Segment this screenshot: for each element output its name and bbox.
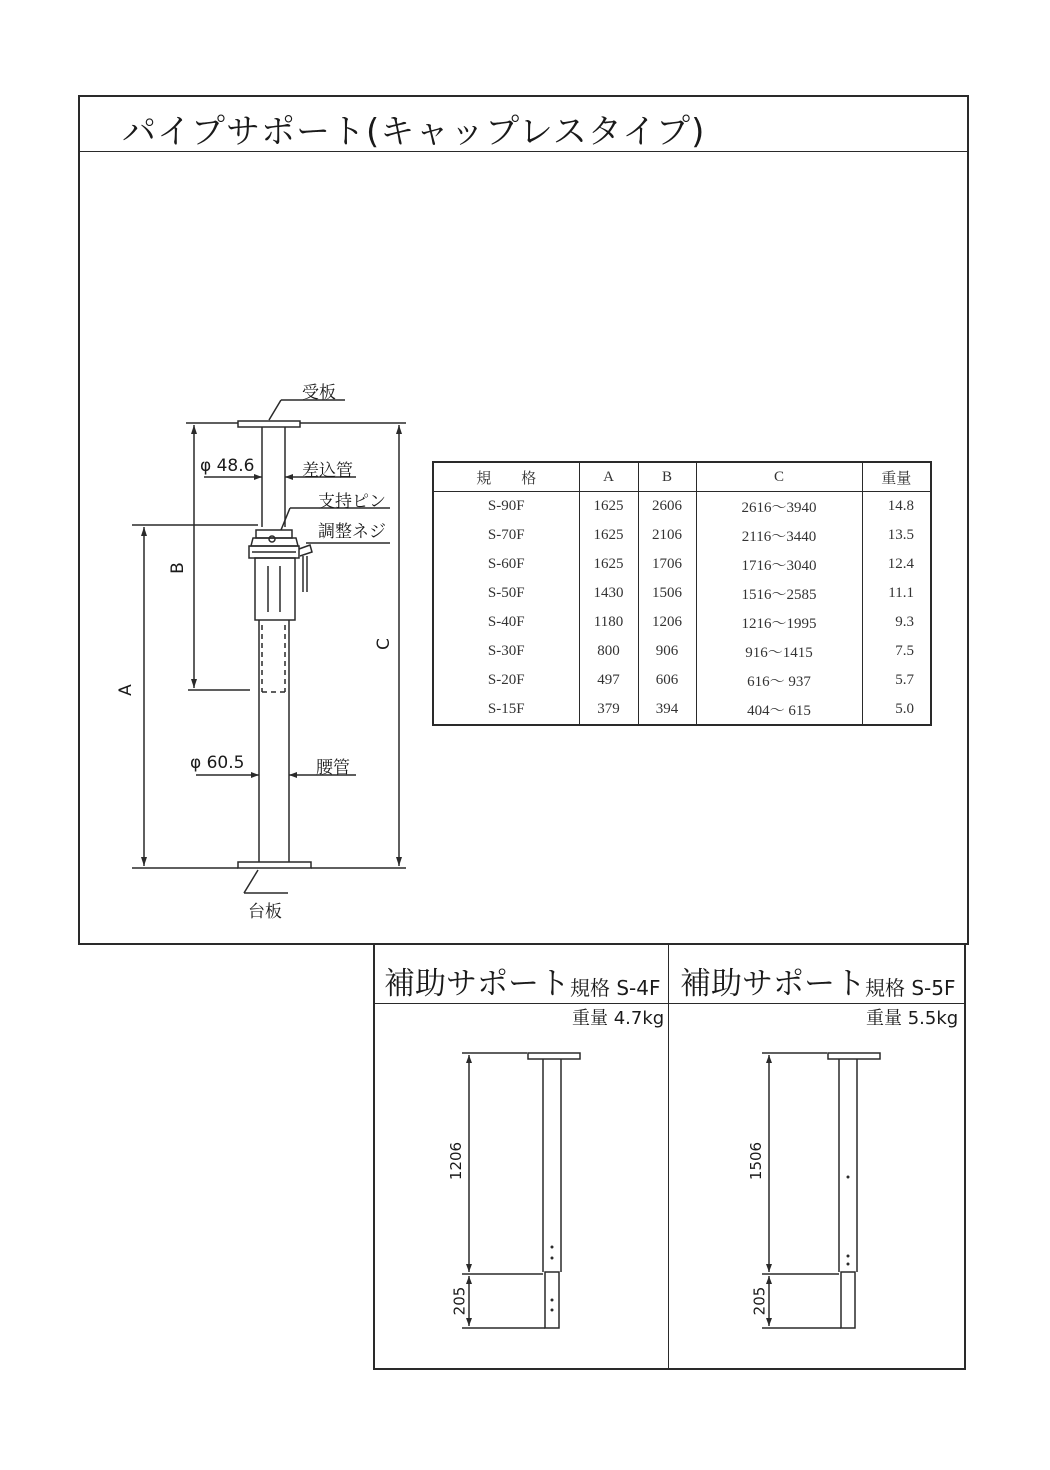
cell-b: 606 <box>638 666 696 695</box>
cell-weight: 5.7 <box>862 666 931 695</box>
cell-a: 1625 <box>579 550 638 579</box>
label-support-pin: 支持ピン <box>318 492 386 512</box>
aux-left-weight: 重量 4.7kg <box>572 1008 665 1029</box>
cell-a: 379 <box>579 695 638 725</box>
cell-spec: S-50F <box>487 585 525 601</box>
col-header-c: C <box>696 462 862 492</box>
dim-label-b: B <box>167 562 188 574</box>
cell-b: 394 <box>638 695 696 725</box>
aux-left-spec: 規格 S-4F <box>570 976 661 1000</box>
aux-left-dim-upper: 1206 <box>447 1141 466 1181</box>
cell-weight: 7.5 <box>862 637 931 666</box>
aux-left-title: 補助サポート <box>384 966 570 1002</box>
aux-right-spec: 規格 S-5F <box>865 976 956 1000</box>
cell-a: 497 <box>579 666 638 695</box>
cell-c: 2116～3440 <box>696 521 862 550</box>
aux-right-weight: 重量 5.5kg <box>866 1008 959 1029</box>
cell-a: 800 <box>579 637 638 666</box>
cell-a: 1625 <box>579 521 638 550</box>
cell-c: 1216～1995 <box>696 608 862 637</box>
cell-b: 2106 <box>638 521 696 550</box>
cell-c: 404～ 615 <box>696 695 862 725</box>
col-header-weight: 重量 <box>862 462 931 492</box>
cell-spec: S-20F <box>487 672 525 688</box>
col-header-spec: 規 格 <box>433 462 579 492</box>
cell-weight: 11.1 <box>862 579 931 608</box>
aux-right-dim-lower: 205 <box>750 1286 769 1316</box>
cell-weight: 9.3 <box>862 608 931 637</box>
cell-b: 1706 <box>638 550 696 579</box>
cell-spec: S-30F <box>487 643 525 659</box>
aux-right-title: 補助サポート <box>680 966 866 1002</box>
label-insert-dia: φ 48.6 <box>200 456 255 476</box>
cell-weight: 13.5 <box>862 521 931 550</box>
label-insert-pipe: 差込管 <box>302 461 353 481</box>
aux-right-dim-upper: 1506 <box>747 1141 766 1181</box>
cell-c: 1716～3040 <box>696 550 862 579</box>
cell-a: 1430 <box>579 579 638 608</box>
cell-b: 906 <box>638 637 696 666</box>
cell-a: 1625 <box>579 492 638 522</box>
cell-weight: 5.0 <box>862 695 931 725</box>
cell-weight: 12.4 <box>862 550 931 579</box>
cell-spec: S-90F <box>487 498 525 514</box>
cell-b: 1206 <box>638 608 696 637</box>
cell-weight: 14.8 <box>862 492 931 522</box>
cell-b: 1506 <box>638 579 696 608</box>
cell-c: 1516～2585 <box>696 579 862 608</box>
label-adjust-screw: 調整ネジ <box>318 522 386 542</box>
cell-b: 2606 <box>638 492 696 522</box>
cell-spec: S-40F <box>487 614 525 630</box>
cell-spec: S-70F <box>487 527 525 543</box>
dim-label-a: A <box>115 684 136 696</box>
col-header-a: A <box>579 462 638 492</box>
label-waist-pipe: 腰管 <box>316 758 350 778</box>
aux-left-dim-lower: 205 <box>450 1286 469 1316</box>
page-title: パイプサポート(キャップレスタイプ) <box>122 112 706 152</box>
cell-c: 2616～3940 <box>696 492 862 522</box>
cell-c: 616～ 937 <box>696 666 862 695</box>
cell-a: 1180 <box>579 608 638 637</box>
label-top-plate: 受板 <box>302 383 336 403</box>
cell-c: 916～1415 <box>696 637 862 666</box>
label-base-plate: 台板 <box>248 902 282 922</box>
col-header-b: B <box>638 462 696 492</box>
dim-label-c: C <box>373 638 394 650</box>
label-waist-dia: φ 60.5 <box>190 753 245 773</box>
cell-spec: S-60F <box>487 556 525 572</box>
cell-spec: S-15F <box>487 701 525 717</box>
